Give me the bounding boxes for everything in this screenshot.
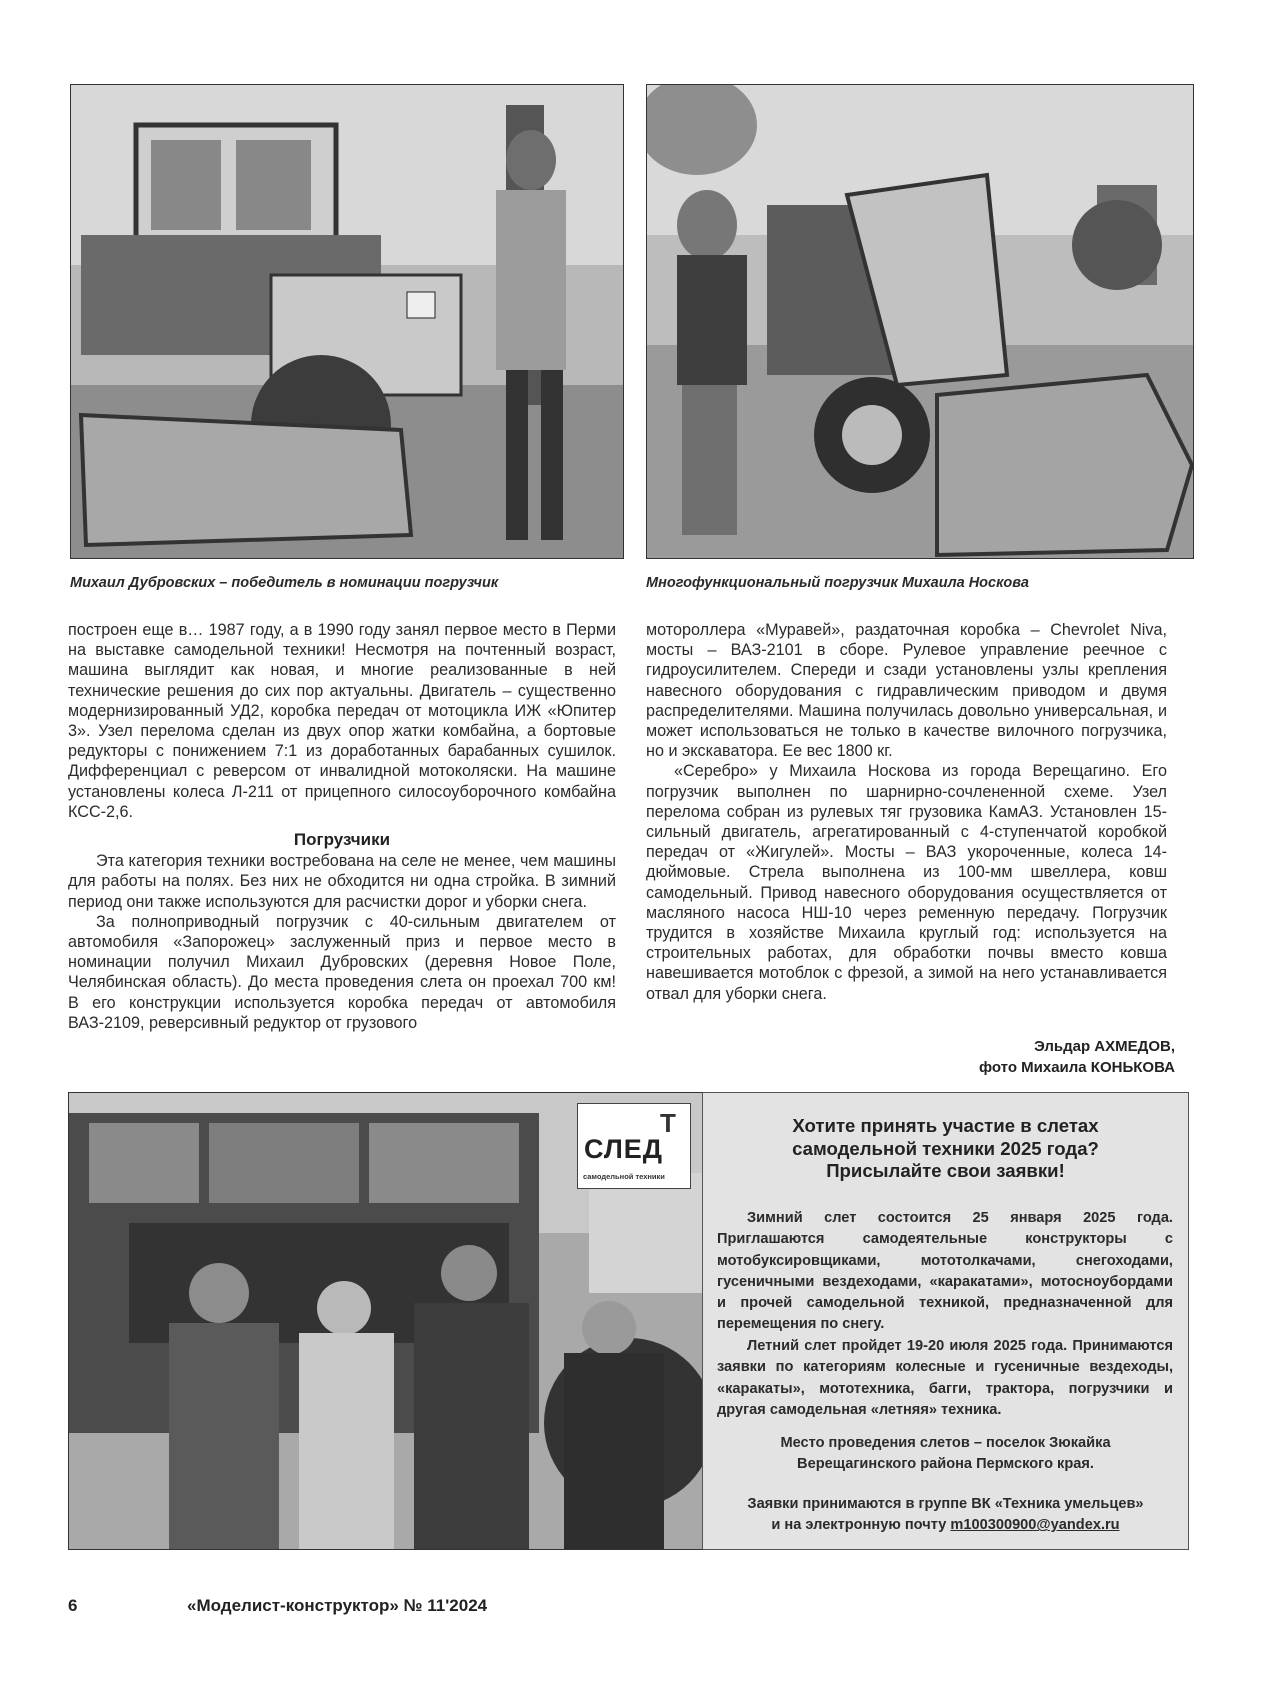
- logo-subtitle: самодельной техники: [583, 1172, 665, 1181]
- application-email-label: и на электронную почту: [771, 1517, 947, 1534]
- author-credit: [979, 1036, 1175, 1078]
- author-name: Эльдар АХМЕДОВ,: [1034, 1038, 1175, 1055]
- paragraph: За полноприводный погрузчик с 40-сильным двигателем от автомобиля «Запорожец» заслуженный приз и первое место в номинации получил Михаил Дубровских (деревня Новое Поле, Челябинская область). До места проведения слета он проехал 700 км! В его конструкции используется коробка передач от автомобиля ВАЗ-2109, реверсивный редуктор от грузового: [68, 912, 616, 1032]
- paragraph: Эта категория техники востребована на селе не менее, чем машины для работы на полях. Без них не обходится ни одна стройка. В зимний период они также используются для расчистки дорог и уборки снега.: [68, 852, 616, 911]
- section-heading: Погрузчики: [293, 830, 391, 850]
- caption-left-photo: Михаил Дубровских – победитель в номинации погрузчик: [70, 575, 499, 591]
- location-line: Верещагинского района Пермского края.: [797, 1456, 1094, 1473]
- page-number: 6: [68, 1596, 78, 1615]
- application-line: [703, 1515, 1188, 1536]
- logo-main-text: СЛЕД: [584, 1134, 664, 1164]
- application-info: [703, 1494, 1188, 1537]
- article-column-left: [68, 620, 616, 1033]
- photo-loader-noskov: [646, 84, 1194, 559]
- paragraph: мотороллера «Муравей», раздаточная коробка – Chevrolet Niva, мосты – ВАЗ-2101 в сборе. Рулевое управление реечное с гидроусилителем. Спереди и сзади установлены узлы крепления навесного оборудования с гидравлическим приводом и двумя распределителями. Машина получилась довольно универсальная, и может использоваться не только в качестве вилочного погрузчика, но и экскаватора. Ее вес 1800 кг.: [646, 621, 1167, 761]
- email-link[interactable]: m100300900@yandex.ru: [950, 1517, 1120, 1534]
- location-line: Место проведения слетов – поселок Зюкайка: [780, 1435, 1111, 1451]
- magazine-title: «Моделист-конструктор» № 11'2024: [187, 1596, 488, 1615]
- photo-tractor-loader: [70, 84, 624, 559]
- photo-credit: фото Михаила КОНЬКОВА: [978, 1059, 1175, 1076]
- rally-location: [703, 1433, 1188, 1476]
- caption-right-photo: Многофункциональный погрузчик Михаила Носкова: [646, 575, 1029, 591]
- winter-rally-text: Зимний слет состоится 25 января 2025 года. Приглашаются самодеятельные конструкторы с мотобуксировщиками, мототолкачами, снегоходами, гусеничными вездеходами, «каракатами», мотосноубордами и прочей самодельной техникой, предназначенной для перемещения по снегу.: [717, 1210, 1173, 1333]
- article-column-right: [646, 620, 1167, 1004]
- application-line: Заявки принимаются в группе ВК «Техника умельцев»: [747, 1496, 1144, 1512]
- paragraph: «Серебро» у Михаила Носкова из города Верещагино. Его погрузчик выполнен по шарнирно-сочлененной схеме. Узел перелома собран из рулевых тяг грузовика КамАЗ. Установлен 15-сильный двигатель, агрегатированный с 4-ступенчатой коробкой передач от «Жигулей». Мосты – ВАЗ укороченные, колеса 14-дюймовые. Стрела выполнена из 100-мм швеллера, ковш самодельный. Привод навесного оборудования осуществляется от масляного насоса НШ-10 через ременную передачу. Погрузчик трудится в хозяйстве Михаила круглый год: используется на строительных работах, для обработки почвы вместо ковша навешивается мотоблок с фрезой, а зимой на него устанавливается отвал для уборки снега.: [646, 762, 1167, 1003]
- announcement-box: [702, 1092, 1189, 1550]
- logo-letter: Т: [660, 1108, 676, 1138]
- paragraph: построен еще в… 1987 году, а в 1990 году занял первое место в Перми на выставке самодельной техники! Несмотря на почтенный возраст, машина выглядит как новая, и многие реализованные в ней технические решения до сих пор актуальны. Двигатель – существенно модернизированный УД2, коробка передач от мотоцикла ИЖ «Юпитер 3». Узел перелома сделан из двух опор жатки комбайна, а бортовые редукторы с понижением 7:1 из доработанных барабанных сушилок. Дифференциал с реверсом от инвалидной мотоколяски. На машине установлены колеса Л-211 от прицепного силосоуборочного комбайна КСС-2,6.: [68, 621, 616, 821]
- announcement-title: [703, 1115, 1188, 1183]
- title-line: Присылайте свои заявки!: [826, 1160, 1065, 1181]
- photo-loader-noskov-image: [647, 85, 1193, 558]
- photo-tractor-loader-image: [71, 85, 623, 558]
- title-line: самодельной техники 2025 года?: [792, 1137, 1099, 1159]
- title-line: Хотите принять участие в слетах: [792, 1115, 1099, 1136]
- sled-logo: [577, 1103, 691, 1189]
- summer-rally-text: Летний слет пройдет 19-20 июля 2025 года. Принимаются заявки по категориям колесные и гусеничные вездеходы, «каракаты», мототехника, багги, трактора, погрузчики и другая самодельная «летняя» техника.: [717, 1338, 1173, 1418]
